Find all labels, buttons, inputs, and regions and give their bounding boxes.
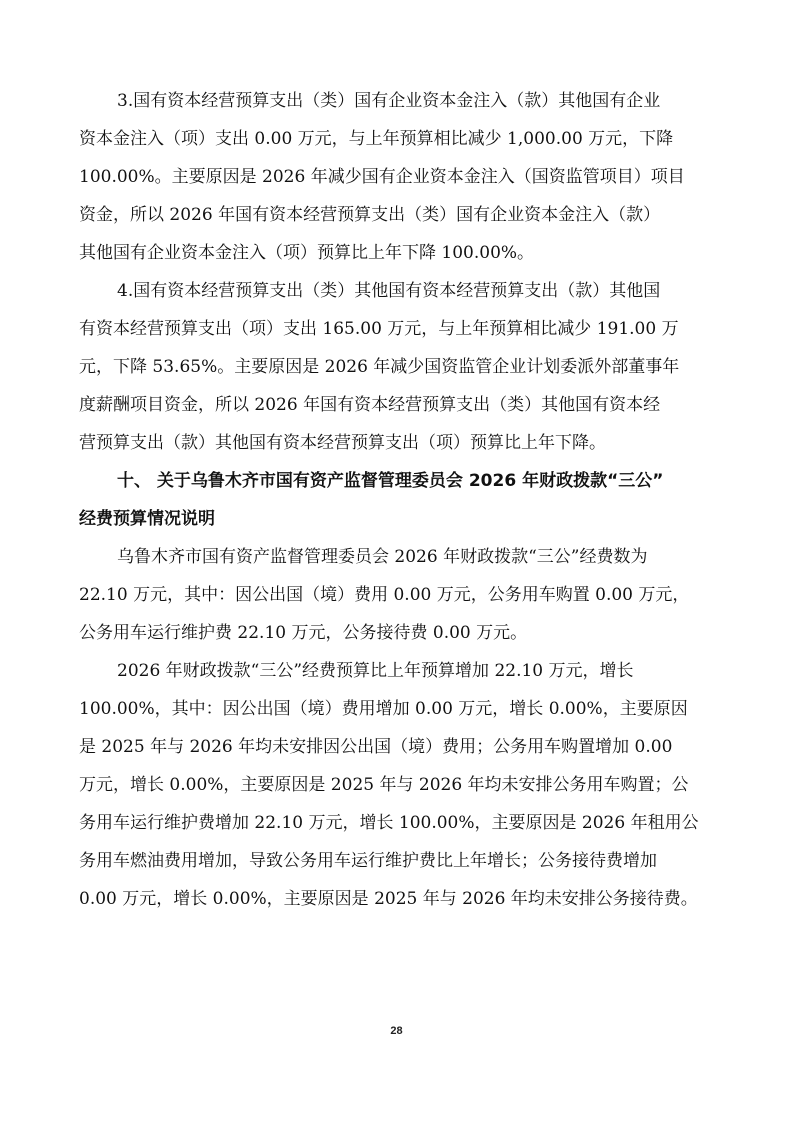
text-line: 公务用车运行维护费 22.10 万元，公务接待费 0.00 万元。 bbox=[79, 623, 528, 643]
text-line: 万元，增长 0.00%，主要原因是 2025 年与 2026 年均未安排公务用车购置；公 bbox=[79, 775, 689, 795]
heading-line: 十、 关于乌鲁木齐市国有资产监督管理委员会 2026 年财政拨款“三公” bbox=[117, 471, 664, 491]
text-line: 2026 年财政拨款“三公”经费预算比上年预算增加 22.10 万元，增长 bbox=[117, 661, 634, 681]
text-line: 乌鲁木齐市国有资产监督管理委员会 2026 年财政拨款“三公”经费数为 bbox=[117, 547, 648, 567]
text-line: 100.00%，其中：因公出国（境）费用增加 0.00 万元，增长 0.00%，主要原因 bbox=[79, 699, 688, 719]
text-line: 3.国有资本经营预算支出（类）国有企业资本金注入（款）其他国有企业 bbox=[117, 91, 661, 111]
text-line: 度薪酬项目资金，所以 2026 年国有资本经营预算支出（类）其他国有资本经 bbox=[79, 395, 661, 415]
text-line: 资金，所以 2026 年国有资本经营预算支出（类）国有企业资本金注入（款） bbox=[79, 205, 661, 225]
text-line: 务用车燃油费用增加，导致公务用车运行维护费比上年增长；公务接待费增加 bbox=[79, 851, 657, 871]
text-line: 营预算支出（款）其他国有资本经营预算支出（项）预算比上年下降。 bbox=[79, 433, 606, 453]
page-number: 28 bbox=[390, 1025, 403, 1037]
text-line: 其他国有企业资本金注入（项）预算比上年下降 100.00%。 bbox=[79, 243, 535, 263]
text-line: 是 2025 年与 2026 年均未安排因公出国（境）费用；公务用车购置增加 0.00 bbox=[79, 737, 673, 757]
text-line: 资本金注入（项）支出 0.00 万元，与上年预算相比减少 1,000.00 万元，下降 bbox=[79, 129, 674, 149]
text-line: 0.00 万元，增长 0.00%，主要原因是 2025 年与 2026 年均未安排公务接待费。 bbox=[79, 889, 698, 909]
heading-line: 经费预算情况说明 bbox=[79, 509, 215, 529]
text-line: 22.10 万元，其中：因公出国（境）费用 0.00 万元，公务用车购置 0.00 万元， bbox=[79, 585, 690, 605]
text-line: 务用车运行维护费增加 22.10 万元，增长 100.00%，主要原因是 2026 年租用公 bbox=[79, 813, 699, 833]
text-line: 4.国有资本经营预算支出（类）其他国有资本经营预算支出（款）其他国 bbox=[117, 281, 661, 301]
text-line: 100.00%。主要原因是 2026 年减少国有企业资本金注入（国资监管项目）项目 bbox=[79, 167, 685, 187]
text-line: 有资本经营预算支出（项）支出 165.00 万元，与上年预算相比减少 191.00 万 bbox=[79, 319, 679, 339]
text-line: 元，下降 53.65%。主要原因是 2026 年减少国资监管企业计划委派外部董事年 bbox=[79, 357, 680, 377]
